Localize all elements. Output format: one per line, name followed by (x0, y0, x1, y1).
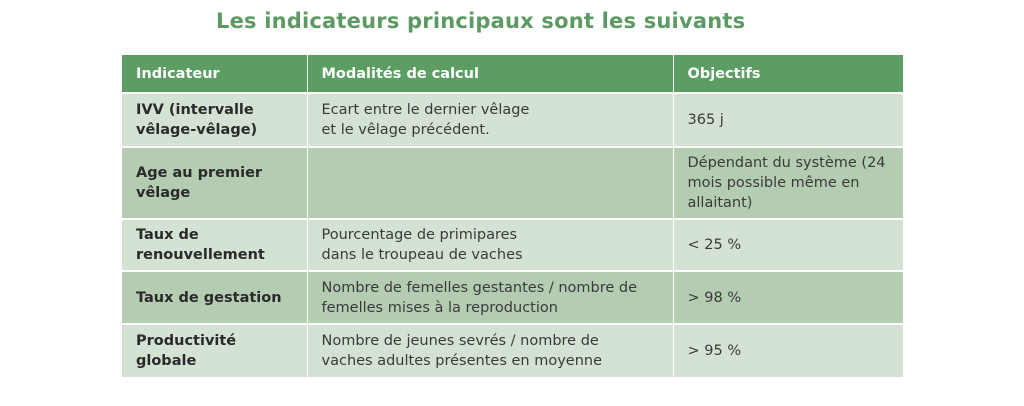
objective-cell: > 98 % (673, 271, 903, 324)
header-indicateur: Indicateur (122, 55, 307, 93)
page-title: Les indicateurs principaux sont les suivants (216, 9, 746, 33)
header-objectifs: Objectifs (673, 55, 903, 93)
table-row (122, 324, 903, 377)
table-row (122, 271, 903, 324)
table-row (122, 219, 903, 271)
indicators-table-container (122, 55, 903, 377)
indicator-cell: Taux de gestation (122, 271, 307, 324)
indicators-table (122, 55, 903, 377)
calc-cell: Nombre de jeunes sevrés / nombre de vaches adultes présentes en moyenne (307, 324, 673, 377)
calc-cell (307, 147, 673, 219)
table-row (122, 93, 903, 147)
objective-cell: < 25 % (673, 219, 903, 271)
table-row (122, 147, 903, 219)
indicator-cell: Taux de renouvellement (122, 219, 307, 271)
table-header-row (122, 55, 903, 93)
calc-cell: Nombre de femelles gestantes / nombre de femelles mises à la reproduction (307, 271, 673, 324)
calc-cell: Pourcentage de primipares dans le troupeau de vaches (307, 219, 673, 271)
indicator-cell: Age au premier vêlage (122, 147, 307, 219)
header-modalites: Modalités de calcul (307, 55, 673, 93)
objective-cell: > 95 % (673, 324, 903, 377)
calc-cell: Ecart entre le dernier vêlage et le vêlage précédent. (307, 93, 673, 147)
objective-cell: 365 j (673, 93, 903, 147)
objective-cell: Dépendant du système (24 mois possible même en allaitant) (673, 147, 903, 219)
indicator-cell: Productivité globale (122, 324, 307, 377)
indicator-cell: IVV (intervalle vêlage-vêlage) (122, 93, 307, 147)
